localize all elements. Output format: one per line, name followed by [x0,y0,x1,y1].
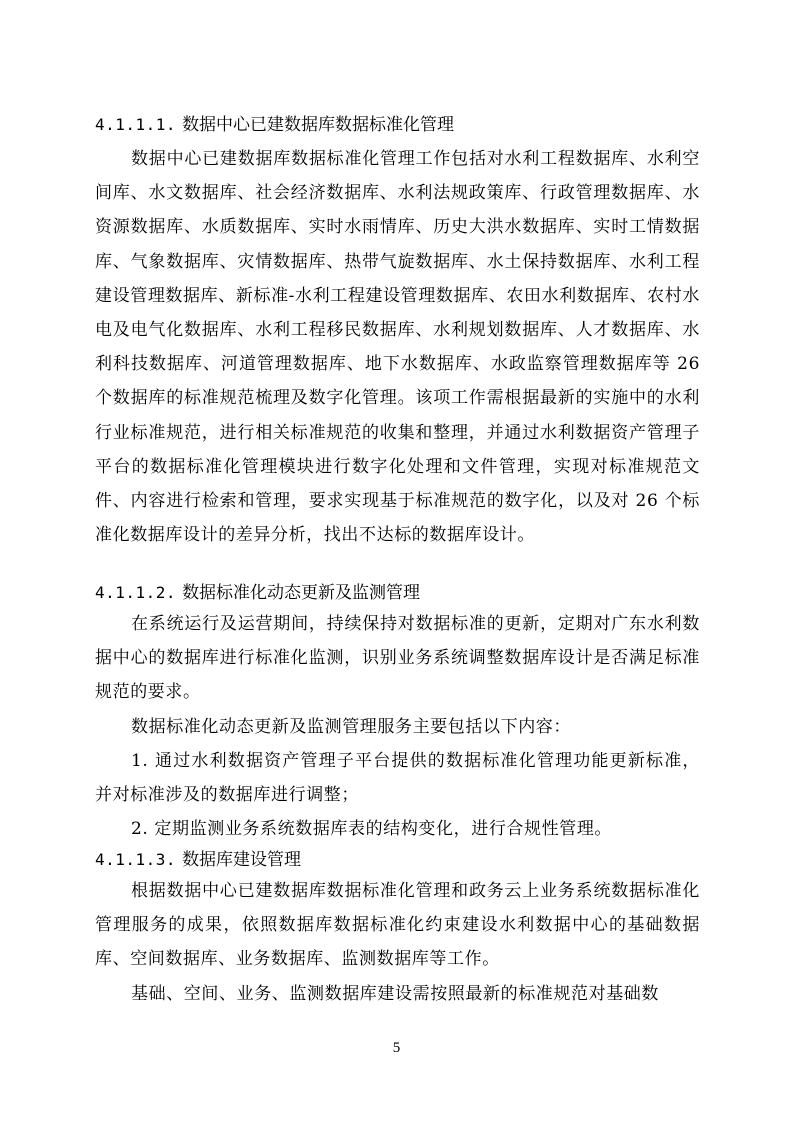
section-heading-4-1-1-1 [95,108,700,142]
list-item: 1. 通过水利数据资产管理子平台提供的数据标准化管理功能更新标准，并对标准涉及的数据库进行调整； [95,750,700,806]
section-body-4-1-1-3 [95,874,700,1011]
paragraph: 根据数据中心已建数据库数据标准化管理和政务云上业务系统数据标准化管理服务的成果，依照数据库数据标准化约束建设水利数据中心的基础数据库、空间数据库、业务数据库、监测数据库等工作。 [95,881,700,970]
section-heading-4-1-1-2 [95,576,700,610]
section-heading-4-1-1-3 [95,843,700,877]
section-number: 4.1.1.3. [95,850,177,869]
section-body-4-1-1-1 [95,142,700,552]
section-number: 4.1.1.1. [95,115,177,134]
page-number: 5 [392,1040,401,1056]
section-body-4-1-1-2 [95,607,700,846]
section-title: 数据中心已建数据库数据标准化管理 [182,115,455,135]
section-number: 4.1.1.2. [95,583,177,602]
paragraph: 在系统运行及运营期间，持续保持对数据标准的更新，定期对广东水利数据中心的数据库进行标准化监测，识别业务系统调整数据库设计是否满足标准规范的要求。 [95,614,700,703]
list-item: 2. 定期监测业务系统数据库表的结构变化，进行合规性管理。 [131,819,613,840]
section-title: 数据标准化动态更新及监测管理 [182,583,421,603]
paragraph: 基础、空间、业务、监测数据库建设需按照最新的标准规范对基础数 [131,983,659,1004]
section-title: 数据库建设管理 [182,850,302,870]
paragraph: 数据中心已建数据库数据标准化管理工作包括对水利工程数据库、水利空间库、水文数据库、社会经济数据库、水利法规政策库、行政管理数据库、水资源数据库、水质数据库、实时水雨情库、历史大洪水数据库、实时工情数据库、气象数据库、灾情数据库、热带气旋数据库、水土保持数据库、水利工程建设管理数据库、新标准-水利工程建设管理数据库、农田水利数据库、农村水电及电气化数据库、水利工程移民数据库、水利规划数据库、人才数据库、水利科技数据库、河道管理数据库、地下水数据库、水政监察管理数据库等 26 个数据库的标准规范梳理及数字化管理。该项工作需根据最新的实施中的水利行业标准规范，进行相关标准规范的收集和整理，并通过水利数据资产管理子平台的数据标准化管理模块进行数字化处理和文件管理，实现对标准规范文件、内容进行检索和管理，要求实现基于标准规范的数字化，以及对 26 个标准化数据库设计的差异分析，找出不达标的数据库设计。 [95,149,700,546]
paragraph: 数据标准化动态更新及监测管理服务主要包括以下内容： [131,716,571,737]
